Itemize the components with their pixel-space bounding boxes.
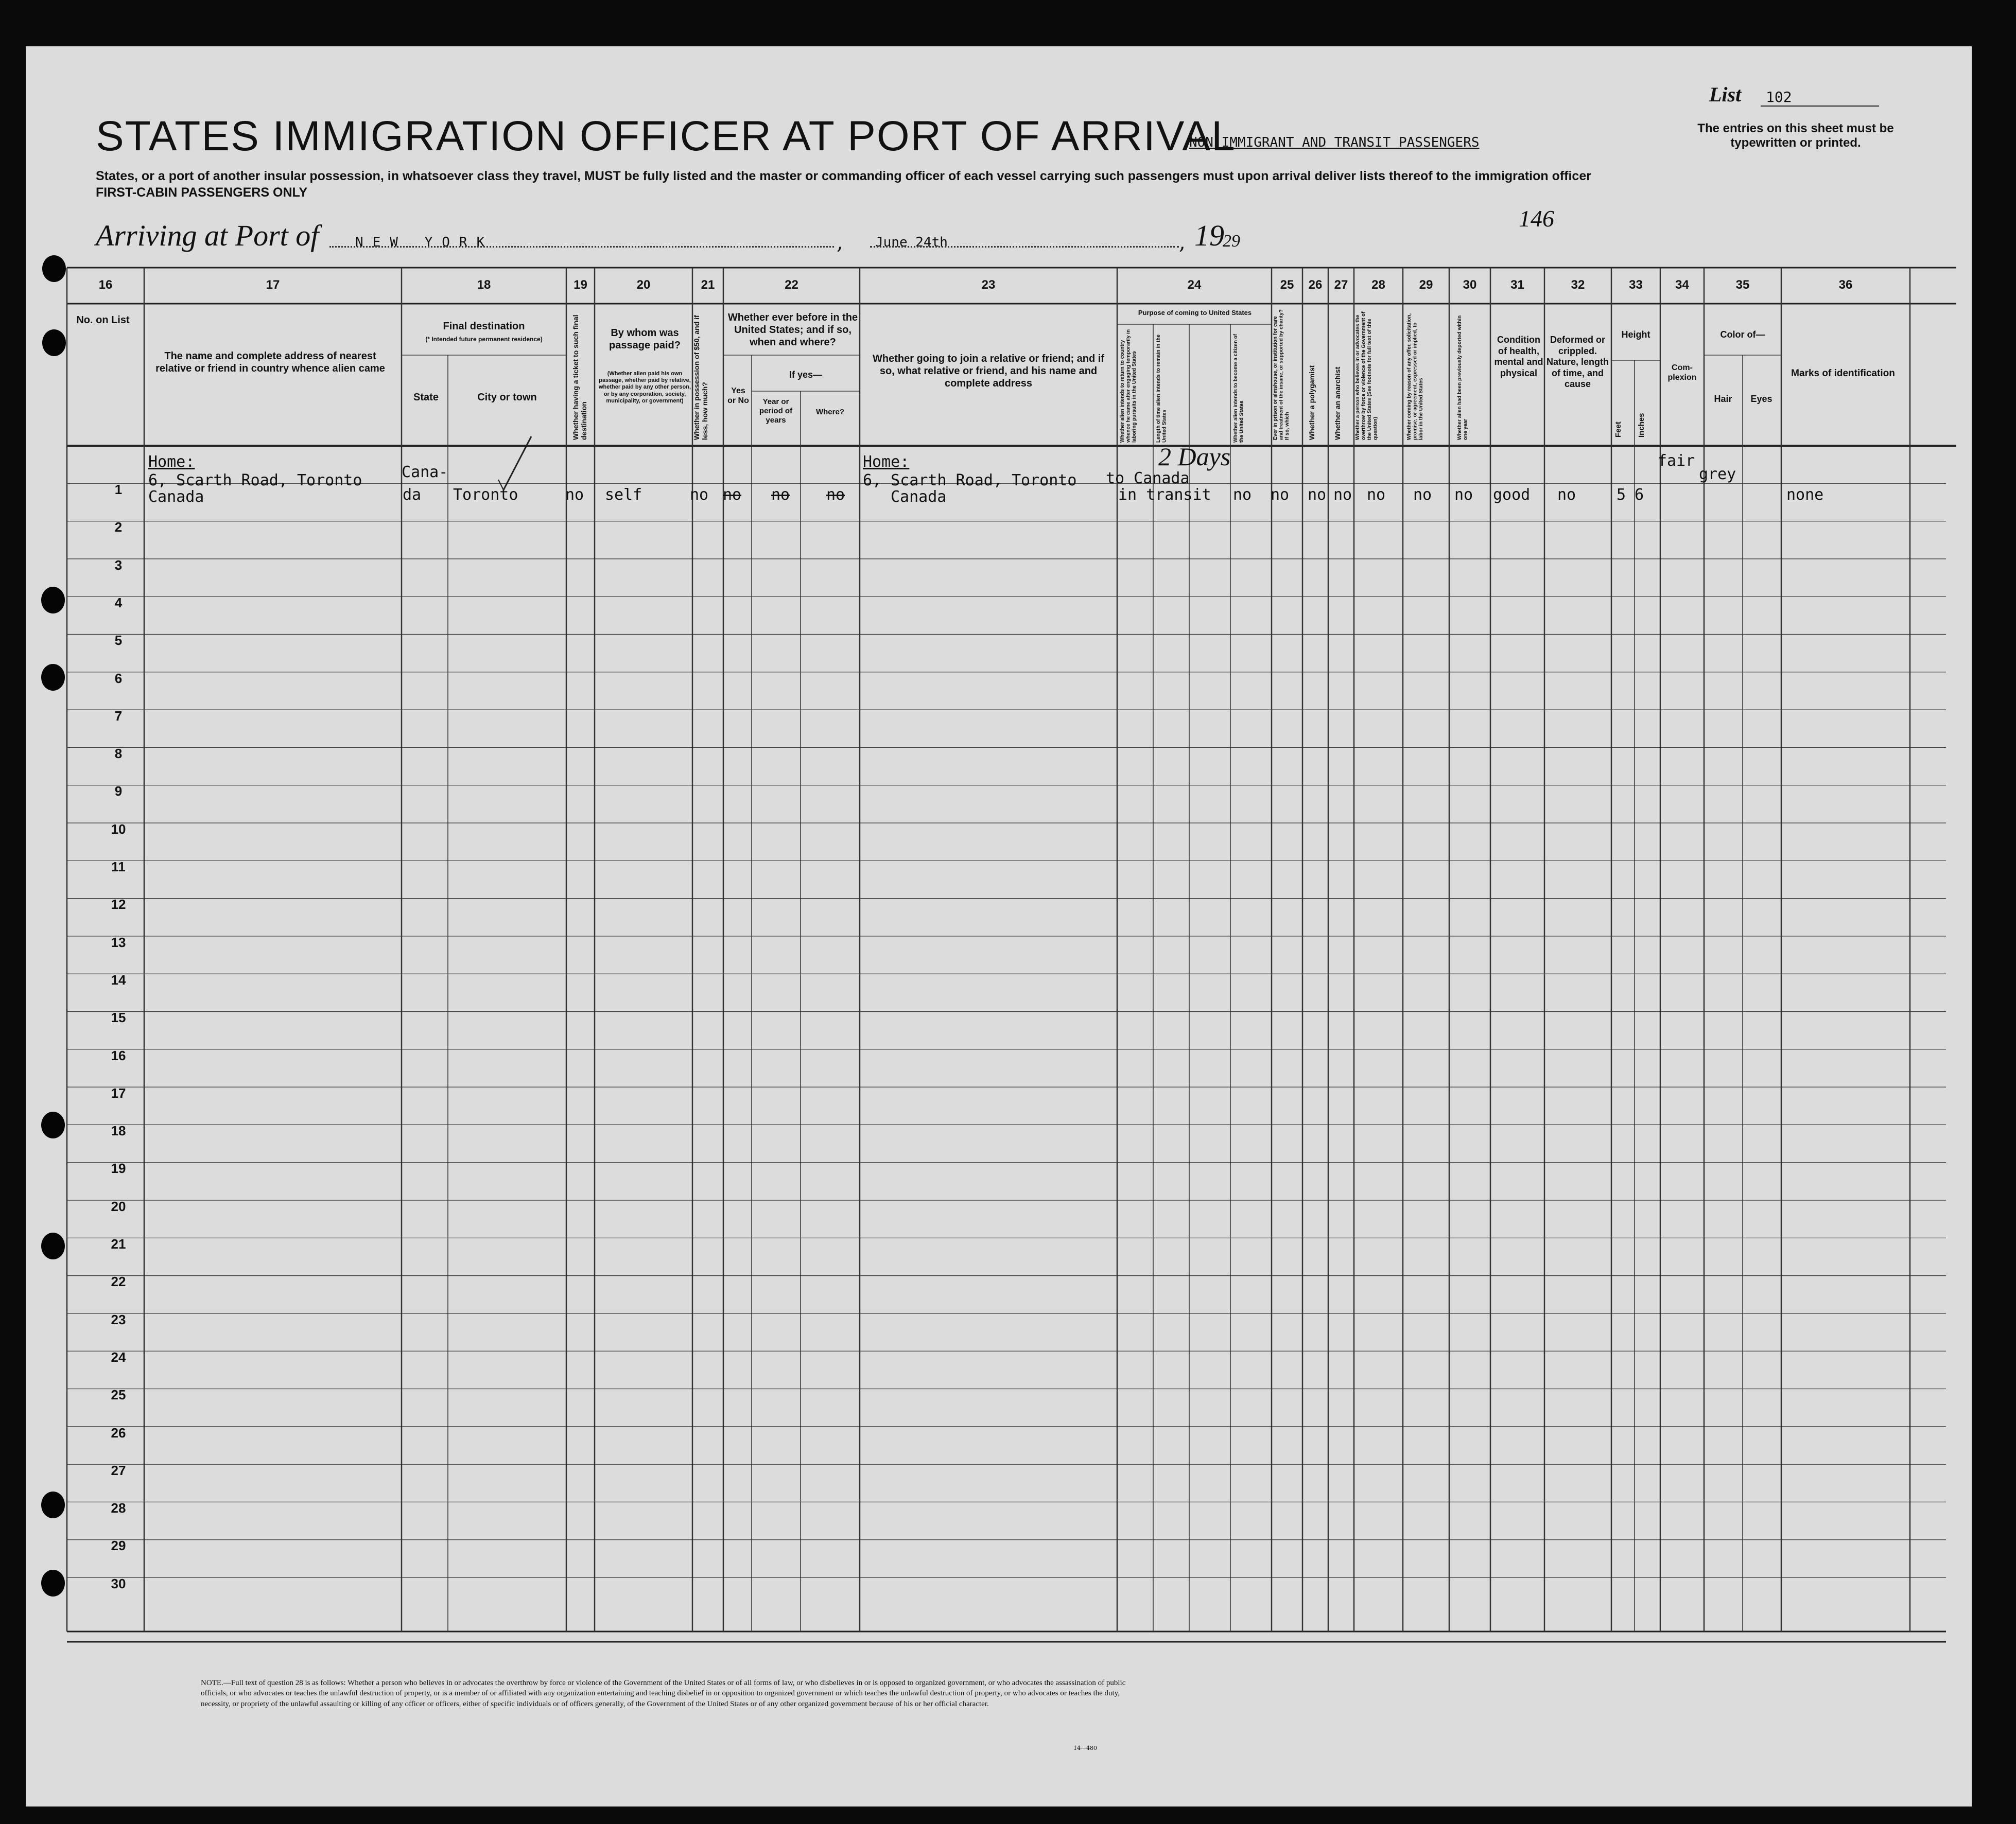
col-header-nearest-relative: The name and complete address of nearest relative or friend in country whence alien came <box>155 350 385 374</box>
column-number: 36 <box>1838 278 1853 292</box>
column-number: 21 <box>701 278 715 292</box>
overthrow-value: no <box>1367 486 1386 504</box>
purpose-line-2: in transit <box>1118 486 1211 504</box>
page-title: STATES IMMIGRATION OFFICER AT PORT OF ARRIVAL <box>96 113 1236 160</box>
col-header-final-destination-note: (* Intended future permanent residence) <box>425 336 543 343</box>
height-feet-value: 5 <box>1617 486 1626 504</box>
instructions-line: States, or a port of another insular possession, in whatsoever class they travel, MUST be fully listed and the master or commanding officer of each vessel carrying such passengers must upon arrival deliver lists thereof to the immigration officer <box>96 169 1591 183</box>
marks-value: none <box>1786 486 1824 504</box>
col-header-deformed: Deformed or crippled. Nature, length of time, and cause <box>1546 335 1609 390</box>
polygamist-value: no <box>1308 486 1327 504</box>
year-prefix: 19 <box>1194 219 1224 252</box>
row-number: 13 <box>111 934 126 950</box>
purpose-c-value: no <box>1233 486 1252 504</box>
column-number: 19 <box>573 278 587 292</box>
column-number: 25 <box>1280 278 1294 292</box>
row-number: 4 <box>114 594 123 610</box>
column-number: 28 <box>1371 278 1385 292</box>
page-number: 146 <box>1519 205 1554 232</box>
col-header-ticket: Whether having a ticket to such final destination <box>571 314 588 440</box>
hair-value: grey <box>1699 465 1736 483</box>
col-header-hair: Hair <box>1714 394 1732 404</box>
col-header-ever-before: Whether ever before in the United States; and if so, when and where? <box>727 312 858 348</box>
row-number: 25 <box>111 1387 126 1403</box>
row-number: 3 <box>114 557 123 573</box>
row-number: 19 <box>111 1161 126 1177</box>
pen-tick-mark <box>494 432 535 494</box>
col-header-year-period: Year or period of years <box>759 397 793 425</box>
col-header-join-relative: Whether going to join a relative or friend; and if so, what relative or friend, and his name and complete address <box>872 353 1105 389</box>
anarchist-value: no <box>1333 486 1352 504</box>
column-number: 27 <box>1334 278 1348 292</box>
row-number: 17 <box>111 1085 126 1101</box>
where-value: no <box>826 486 845 504</box>
col-header-height: Height <box>1621 329 1650 340</box>
city-value: Toronto <box>453 486 518 504</box>
row-number: 2 <box>114 519 123 535</box>
passage-paid-value: self <box>605 486 642 504</box>
fifty-dollars-value: no <box>690 486 709 504</box>
row-number: 21 <box>111 1236 126 1252</box>
row-number: 9 <box>114 783 123 799</box>
row-number: 27 <box>111 1462 126 1478</box>
form-number: 14—480 <box>1073 1745 1097 1751</box>
prison-value: no <box>1271 486 1290 504</box>
row-number: 20 <box>111 1198 126 1214</box>
col-header-deported: Whether alien had been previously deported within one year <box>1457 315 1469 440</box>
offer-value: no <box>1413 486 1432 504</box>
join-address-line-1: 6, Scarth Road, Toronto <box>863 471 1077 489</box>
comma: , <box>1179 231 1186 254</box>
row-number: 16 <box>111 1047 126 1063</box>
join-home-label: Home: <box>863 453 910 471</box>
column-number: 16 <box>98 278 113 292</box>
col-header-color: Color of— <box>1720 329 1765 340</box>
column-number: 33 <box>1629 278 1643 292</box>
state-line-1: Cana- <box>402 463 448 481</box>
col-header-yes-no: Yes or No <box>727 387 749 406</box>
complexion-value: fair <box>1658 452 1695 470</box>
col-header-overthrow: Whether a person who believes in or advocates the overthrow by force or violence of the Government of the United States (See footnote for full text of this question) <box>1355 311 1379 440</box>
year-value: no <box>771 486 790 504</box>
col-header-eyes: Eyes <box>1750 394 1772 404</box>
row-number: 22 <box>111 1274 126 1290</box>
col-header-state: State <box>413 392 439 403</box>
list-number: 102 <box>1766 89 1792 106</box>
address-line-1: 6, Scarth Road, Toronto <box>148 471 362 489</box>
column-number: 35 <box>1735 278 1750 292</box>
row-number: 12 <box>111 897 126 913</box>
comma: , <box>837 231 843 254</box>
row-number: 26 <box>111 1425 126 1441</box>
deformed-value: no <box>1557 486 1576 504</box>
row-number: 14 <box>111 972 126 988</box>
col-header-marks: Marks of identification <box>1791 368 1895 379</box>
health-value: good <box>1493 486 1531 504</box>
col-header-purpose-c: Whether alien intends to become a citizen of the United States <box>1233 334 1245 443</box>
port-name: NEW YORK <box>355 235 494 250</box>
column-number: 31 <box>1510 278 1524 292</box>
height-inches-value: 6 <box>1635 486 1644 504</box>
row-number: 18 <box>111 1123 126 1139</box>
arriving-port-label: Arriving at Port of <box>96 219 319 252</box>
row-number: 15 <box>111 1010 126 1026</box>
ticket-value: no <box>565 486 584 504</box>
address-line-2: Canada <box>148 488 204 506</box>
row-number: 7 <box>114 708 123 724</box>
row-number: 24 <box>111 1349 126 1365</box>
row-number: 1 <box>114 482 123 497</box>
col-header-feet: Feet <box>1614 422 1623 437</box>
col-header-health: Condition of health, mental and physical <box>1494 335 1543 378</box>
year-suffix: 29 <box>1223 232 1240 251</box>
arrival-date: June 24th <box>875 235 948 250</box>
col-header-polygamist: Whether a polygamist <box>1308 365 1316 440</box>
col-header-no-on-list: No. on List <box>76 314 130 326</box>
column-number: 24 <box>1187 278 1202 292</box>
column-number: 29 <box>1419 278 1433 292</box>
col-header-passage-paid-note: (Whether alien paid his own passage, whether paid by relative, whether paid by any other person, or by any corporation, society, municipality, or government) <box>598 371 691 404</box>
row-number: 8 <box>114 746 123 762</box>
deported-value: no <box>1454 486 1473 504</box>
column-number: 18 <box>477 278 491 292</box>
row-number: 6 <box>114 670 123 686</box>
col-header-inches: Inches <box>1637 413 1646 437</box>
col-header-passage-paid: By whom was passage paid? <box>609 327 681 351</box>
col-header-if-yes: If yes— <box>789 370 823 380</box>
state-line-2: da <box>403 486 422 504</box>
row-number: 29 <box>111 1538 126 1554</box>
row-number: 11 <box>111 859 126 874</box>
col-header-where: Where? <box>815 408 844 416</box>
col-header-purpose: Purpose of coming to United States <box>1138 309 1252 317</box>
typewritten-notice: The entries on this sheet must be typewritten or printed. <box>1697 121 1894 150</box>
col-header-purpose-a: Whether alien intends to return to country whence he came after engaging temporarily in laboring pursuits in the United States <box>1120 329 1137 443</box>
join-address-line-2: Canada <box>891 488 947 506</box>
row-number: 23 <box>111 1311 126 1327</box>
row-number: 30 <box>111 1575 126 1591</box>
list-label: List <box>1709 83 1742 106</box>
column-number: 22 <box>785 278 798 292</box>
footnote: NOTE.—Full text of question 28 is as follows: Whether a person who believes in or advocates the overthrow by force or violence of the Government of the United States or of all forms of law, or who disbelieves in or is opposed to organized government, or who advocates the assassination of public officials, or who advocates or teaches the unlawful destruction of property, or is a member of or affiliated with any organization entertaining and teaching disbelief in or opposition to organized government or which teaches the unlawful destruction of property, or who advocates or teaches the duty, necessity, or propriety of the unlawful assaulting or killing of any officer or officers, either of specific individuals or of officers generally, of the Government of the United States or of any other organized government because of his or her official character. <box>201 1679 1126 1708</box>
col-header-city: City or town <box>477 392 537 403</box>
column-number: 17 <box>266 278 280 292</box>
row-number: 5 <box>114 633 123 648</box>
row-number: 28 <box>111 1500 126 1516</box>
col-header-complexion: Com-plexion <box>1667 363 1697 382</box>
column-number: 23 <box>981 278 996 292</box>
col-header-final-destination: Final destination <box>443 321 525 332</box>
column-number: 34 <box>1675 278 1689 292</box>
purpose-line-1: to Canada <box>1106 469 1190 487</box>
col-header-anarchist: Whether an anarchist <box>1333 366 1342 440</box>
passenger-class-heading: NON IMMIGRANT AND TRANSIT PASSENGERS <box>1189 135 1480 150</box>
col-header-prison: Ever in prison or almshouse, or institution for care and treatment of the insane, or supported by charity? If so, which <box>1273 309 1290 440</box>
first-cabin-label: FIRST-CABIN PASSENGERS ONLY <box>96 185 308 200</box>
home-label: Home: <box>148 453 195 471</box>
col-header-purpose-b: Length of time alien intends to remain in the United States <box>1156 334 1168 443</box>
row-number: 10 <box>111 821 126 837</box>
column-number: 32 <box>1571 278 1585 292</box>
ever-before-value: no <box>723 486 742 504</box>
col-header-fifty-dollars: Whether in possession of $50, and if less, how much? <box>692 315 709 440</box>
col-header-offer: Whether coming by reason of any offer, solicitation, promise, or agreement, expressed or implied, to labor in the United States <box>1406 313 1424 440</box>
column-number: 30 <box>1463 278 1477 292</box>
column-number: 26 <box>1308 278 1323 292</box>
handwritten-duration: 2 Days <box>1158 442 1231 471</box>
column-number: 20 <box>636 278 651 292</box>
